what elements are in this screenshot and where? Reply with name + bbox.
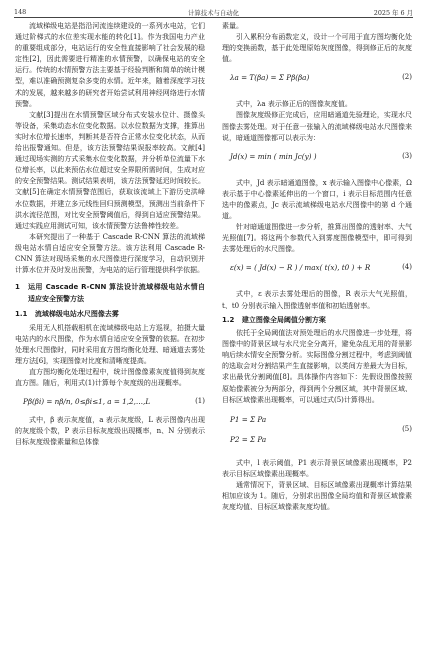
section-1-heading [15, 282, 205, 305]
equation-3 [222, 146, 412, 176]
transmission-paragraph: 针对暗通道图像进一步分析，推算出图像的透射率、大气光照值[7]。将这两个参数代入到雾度图像模型中，即可得到去雾处理后的水尺图像。 [222, 223, 412, 254]
intro-paragraph-2: 文献[3]提出在水情预警区域分布式安装水位计、摄像头等设备，采集动态水位变化数据。以水位数据为支撑，推算出实时水位增长速率，判断其是否符合正常水位变化状态，从而给出报警通知。但是，该方法预警结果误报率较高。文献[4]通过现场实测的方式采集水位变化数据，并分析单位流量下水位增长率，以此来预估水位超过安全界限所需时间，生成对应的安全预警结果。测试结果表明，该方法预警延迟时间较长。文献[5]在确定水情预警范围后，获取该流域上下游历史洪峰水位数据，并建立多元线性回归预测模型，预测出当前条件下洪水流径范围，对比安全预警阈值后，得到自适应预警结果。通过实践应用测试可知，该水情预警方法鲁棒性较差。 [15, 110, 205, 230]
section-number: 1 [15, 283, 20, 292]
equation-body: ε(x) = ( Jd(x) − R ) / max( t(x), t0 ) + R [230, 263, 371, 273]
subsection-title: 建立图像全局阈值分割方案 [241, 315, 326, 324]
dark-channel-paragraph: 图像灰度级修正完成后，应用暗通道先验理论，实现水尺图像去雾处理。对于任意一张输入的流域梯级电站水尺图像来说，暗通道图像都可以表示为： [222, 111, 412, 142]
equation-body: Pβ(βi) = nβ/n, 0≤βi≤1, a = 1,2,…,L [23, 397, 151, 407]
equation-number: (4) [402, 263, 412, 272]
intro-paragraph-1: 流域梯级电站是指沿河流连续建设的一系列水电站，它们通过阶梯式的水位差实现水能的转化[1]。作为我国电力产业的重要组成部分，电站运行的安全性直接影响了社会发展的稳定性[2]，因此需要进行精准的水情预警，以确保电站的安全运行。传统的水情预警方法主要基于经验判断和简单的统计模型，难以准确预测复杂多变的水情。近年来，随着深度学习技术的发展，越来越多的研究者开始尝试利用神经网络进行水情预警。 [15, 22, 205, 108]
subsection-number: 1.2 [222, 315, 235, 324]
equation-5-explanation: 式中，l 表示阈值，P1 表示背景区域像素出现概率，P2 表示目标区域像素出现概率。 [222, 458, 412, 478]
equation-body: λa = T(βa) = Σ Pβ(βa) [230, 73, 310, 83]
mean-paragraph: 通常情况下，背景区域、目标区域像素出现概率计算结果相加应该为 1。随后，分别求出图像全局均值和背景区域像素灰度均值、目标区域像素灰度均值。 [222, 480, 412, 512]
equation-number: (1) [195, 397, 205, 406]
equation-number: (2) [402, 73, 412, 82]
subsection-number: 1.1 [15, 310, 28, 319]
subsection-1-2-heading [222, 315, 412, 327]
right-column [222, 21, 412, 513]
equation-2-explanation: 式中，λa 表示修正后的图像灰度值。 [236, 100, 352, 109]
equation-1 [15, 391, 205, 413]
dehaze-paragraph-1: 采用无人机搭载相机在流域梯级电站上方巡视，拍摄大量电站内的水尺图像，作为水情自适应安全预警的依据。在初步处理水尺图像时，同时采用直方图均衡化处理、暗通道去雾处理方法[6]，实现图像对比度和清晰度提高。 [15, 323, 205, 365]
equation-body: Jd(x) = min ( min Jc(y) ) [230, 151, 317, 161]
cdf-paragraph: 引入累积分布函数定义，设计一个可用于直方图均衡化处理的变换函数，基于此处理原始灰度图像，得到修正后的灰度值。 [222, 33, 412, 64]
journal-name: 计算技术与自动化 [187, 9, 240, 17]
page-number: 148 [14, 8, 27, 16]
subsection-title: 流域梯级电站水尺图像去雾 [34, 310, 119, 319]
equation-1-explanation: 式中，β 表示灰度值，a 表示灰度级，L 表示图像内出现的灰度级个数，P 表示目标灰度级出现概率，n、N 分别表示目标灰度级像素量和总体像 [15, 416, 205, 447]
equation-number: (5) [402, 424, 412, 433]
issue-date: 2025 年 6 月 [373, 9, 413, 17]
equation-2 [222, 67, 412, 97]
equation-line-2: P2 = Σ Pa [230, 434, 267, 444]
intro-paragraph-3: 本研究提出了一种基于 Cascade R-CNN 算法的流域梯级电站水情自适应安全预警方法。该方法利用 Cascade R-CNN 算法对现场采集的水尺图像进行深度学习，自动识别并计算水位并及时发出预警，为电站的运行管理提供科学依据。 [15, 232, 205, 275]
equation-3-explanation: 式中，Jd 表示暗通道图像，x 表示输入图像中心像素，Ω 表示基于中心像素延伸出的一个窗口，i 表示目标范围内任意选中的像素点，Jc 表示流域梯级电站水尺图像中的第 d 个通道。 [222, 178, 412, 221]
equation-line-1: P1 = Σ Pa [230, 414, 267, 424]
equation-5 [222, 408, 412, 456]
equation-number: (3) [402, 151, 412, 160]
section-title: 运用 Cascade R-CNN 算法设计流域梯级电站水情自适应安全预警方法 [28, 283, 205, 303]
equation-4 [222, 257, 412, 287]
dehaze-paragraph-2: 直方图均衡化处理过程中，统计图像像素灰度值得到灰度直方图。随后，利用式(1)计算每个灰度级的出现概率。 [15, 368, 205, 388]
continued-text: 素量。 [222, 22, 243, 30]
threshold-paragraph: 依托于全局阈值法对预处理后的水尺图像进一步处理，将图像中的背景区域与水尺完全分离开，避免杂乱无用的背景影响后续水情安全预警分析。实际图像分割过程中，考虑到阈值的选取会对分割结果产生直接影响，以类间方差最大为目标，求出最优分割阈值[8]。具体操作内容如下：先假设图像按照原始像素被分为两部分，得到两个分割区域，其中背景区域、目标区域像素出现概率，可以通过式(5)计算得出。 [222, 329, 412, 404]
header-rule [14, 17, 413, 18]
left-column [15, 21, 205, 449]
equation-4-explanation: 式中，ε 表示去雾处理后的图像，R 表示大气光照值，t、t0 分别表示输入图像透射率值和初始透射率。 [222, 290, 412, 310]
subsection-1-1-heading [15, 309, 205, 321]
